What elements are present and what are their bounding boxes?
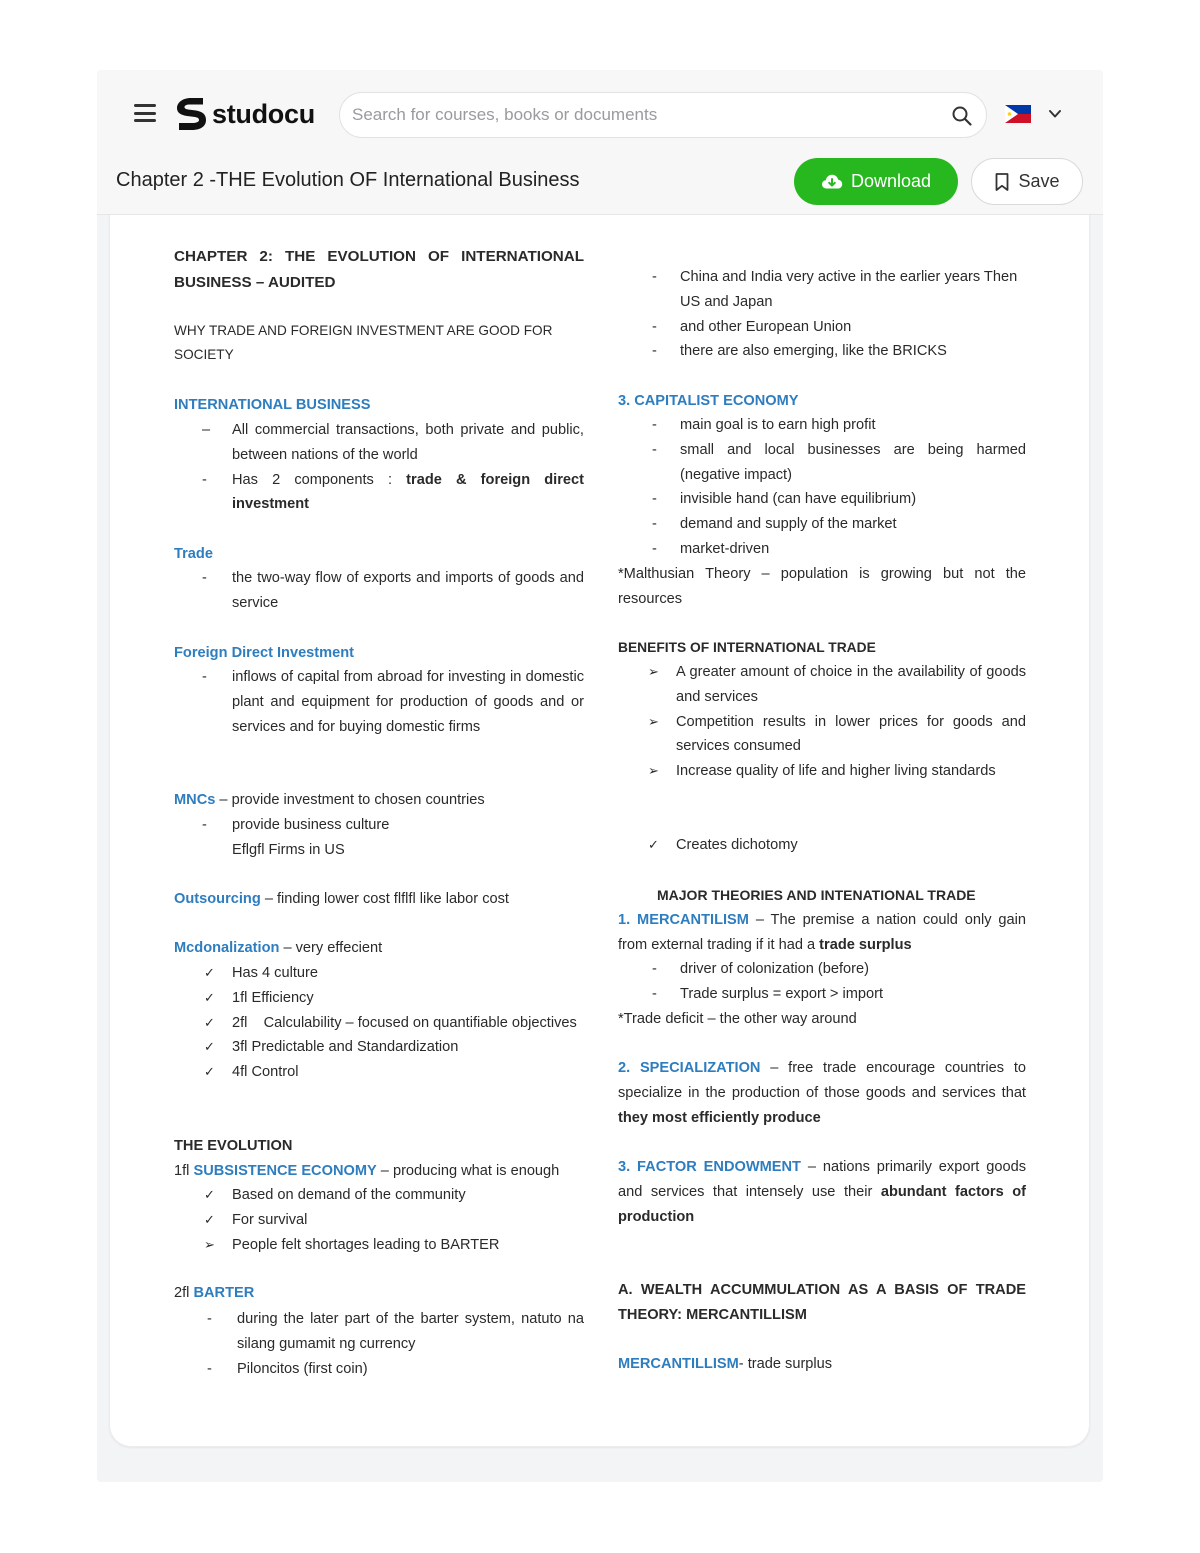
search-icon[interactable] [951, 105, 973, 127]
cloud-download-icon [821, 173, 843, 191]
countries-item-2: and other European Union [680, 318, 852, 335]
subsistence-item-3: People felt shortages leading to BARTER [232, 1236, 500, 1253]
barter-line [174, 1281, 254, 1306]
capitalist-item-4: demand and supply of the market [680, 516, 897, 533]
capitalist-list [618, 413, 1026, 562]
list-item: ➢ Increase quality of life and higher living standards [648, 763, 996, 780]
list-item: ✓ 2fl Calculability – focused on quantifiable objectives [204, 1014, 577, 1031]
search-bar[interactable] [339, 92, 987, 138]
hamburger-menu-icon[interactable] [134, 104, 156, 122]
subsistence-label: SUBSISTENCE ECONOMY [193, 1163, 377, 1179]
mcdonalization-line [174, 936, 382, 961]
countries-item-3: there are also emerging, like the BRICKS [680, 343, 947, 360]
mcd-item-4: 3fl Predictable and Standardization [232, 1039, 459, 1056]
mcd-item-3: 2fl Calculability – focused on quantifiable objectives [232, 1014, 577, 1031]
mcdonalization-list [174, 961, 588, 1085]
list-item: – All commercial transactions, both private and public, between nations of the world [202, 422, 584, 463]
specialization-label: 2. SPECIALIZATION [618, 1060, 761, 1076]
factor-endowment-label: 3. FACTOR ENDOWMENT [618, 1159, 801, 1175]
download-label: Download [850, 171, 932, 191]
mcd-item-1: Has 4 culture [232, 965, 318, 981]
benefits-heading: BENEFITS OF INTERNATIONAL TRADE [618, 640, 876, 655]
mercantilism-item-2: Trade surplus = export > import [680, 985, 884, 1002]
capitalist-heading: 3. CAPITALIST ECONOMY [618, 393, 799, 409]
outsourcing-label: Outsourcing [174, 891, 261, 907]
mercantilism-paragraph [618, 908, 1026, 958]
ib-amp: & [441, 471, 481, 488]
save-button[interactable] [971, 158, 1083, 205]
bookmark-icon [994, 172, 1010, 192]
mercantilism-bold: trade surplus [819, 936, 912, 953]
factor-endowment-text: – nations primarily export goods and services that intensely use their [618, 1159, 1026, 1200]
studocu-logo-icon [173, 96, 209, 132]
list-item: ✓ Creates dichotomy [648, 837, 798, 853]
document-title: Chapter 2 -THE Evolution OF International Business [116, 169, 580, 191]
ib-item-2: Has 2 components : [232, 471, 407, 488]
list-item: - driver of colonization (before) [652, 961, 869, 977]
benefit-item-1: A greater amount of choice in the availability of goods and services [676, 664, 1026, 705]
brand-name: studocu [212, 98, 315, 129]
capitalist-item-5: market-driven [680, 540, 770, 557]
mercantilism-label: 1. MERCANTILISM [618, 912, 749, 928]
why-trade-line-1: WHY TRADE AND FOREIGN INVESTMENT ARE GOOD FOR [174, 323, 553, 338]
list-item: - and other European Union [652, 318, 852, 335]
trade-list [174, 566, 584, 616]
subsistence-text: – producing what is enough [376, 1163, 560, 1179]
evolution-heading: THE EVOLUTION [174, 1138, 293, 1154]
list-item: ✓ Based on demand of the community [204, 1187, 466, 1203]
download-button[interactable] [794, 158, 958, 205]
mncs-label: MNCs [174, 792, 216, 808]
list-item: - main goal is to earn high profit [652, 417, 876, 433]
chapter-heading [174, 244, 584, 296]
ib-heading: INTERNATIONAL BUSINESS [174, 397, 371, 413]
barter-item-2: Piloncitos (first coin) [237, 1360, 368, 1377]
why-trade-line-2: SOCIETY [174, 347, 234, 362]
fdi-list [174, 665, 584, 739]
list-item: ✓ Has 4 culture [204, 965, 318, 981]
list-item: - invisible hand (can have equilibrium) [652, 491, 917, 508]
list-item: ✓ For survival [204, 1211, 308, 1228]
subsistence-item-1: Based on demand of the community [232, 1187, 466, 1203]
list-item: - market-driven [652, 540, 770, 557]
outsourcing-line [174, 887, 509, 912]
barter-list [174, 1307, 584, 1381]
list-item: - China and India very active in the earlier years Then US and Japan [652, 269, 1018, 310]
ib-trade: trade [406, 471, 442, 488]
list-item: - inflows of capital from abroad for investing in domestic plant and equipment for production of goods and or services and for buying domestic firms [202, 669, 584, 735]
list-item: - demand and supply of the market [652, 516, 897, 533]
countries-item-1: China and India very active in the earlier years Then US and Japan [680, 269, 1018, 310]
benefit-check-item: Creates dichotomy [676, 837, 798, 853]
specialization-text: – free trade encourage countries to specialize in the production of those goods and services that [618, 1060, 1026, 1101]
mercantillism-line [618, 1352, 832, 1377]
barter-label: BARTER [193, 1285, 255, 1301]
why-trade-heading [174, 319, 584, 367]
trade-deficit-note: *Trade deficit – the other way around [618, 1011, 857, 1027]
subsistence-list [174, 1183, 584, 1257]
mncs-line [174, 788, 485, 813]
barter-item-1: during the later part of the barter system, natuto na silang gumamit ng currency [237, 1311, 584, 1352]
trade-heading: Trade [174, 546, 213, 562]
mercantillism-label: MERCANTILLISM [618, 1356, 739, 1372]
mcd-item-2: 1fl Efficiency [232, 989, 314, 1006]
major-theories-heading: MAJOR THEORIES AND INTENATIONAL TRADE [657, 887, 976, 903]
list-item: ➢ People felt shortages leading to BARTER [204, 1236, 500, 1253]
trade-item: the two-way flow of exports and imports of goods and service [232, 570, 584, 611]
mercantilism-text: – The premise a nation could only gain from external trading if it had a [618, 912, 1026, 953]
ib-item-1: All commercial transactions, both private and public, between nations of the world [232, 422, 584, 463]
chapter-heading-line-1: CHAPTER 2: THE EVOLUTION OF INTERNATIONAL [174, 248, 584, 265]
wealth-heading: A. WEALTH ACCUMMULATION AS A BASIS OF TRADE THEORY: MERCANTILLISM [618, 1282, 1026, 1323]
list-item: - small and local businesses are being harmed (negative impact) [652, 441, 1026, 483]
subsistence-item-2: For survival [232, 1211, 308, 1228]
specialization-bold: they most efficiently produce [618, 1109, 821, 1126]
chevron-down-icon[interactable] [1047, 106, 1063, 122]
countries-list [618, 265, 1026, 364]
mncs-text: – provide investment to chosen countries [215, 792, 485, 808]
mncs-list [174, 813, 584, 863]
philippines-flag-icon[interactable] [1005, 105, 1031, 123]
capitalist-item-1: main goal is to earn high profit [680, 417, 876, 433]
fdi-item: inflows of capital from abroad for investing in domestic plant and equipment for production of goods and or services and for buying domestic firms [232, 669, 584, 735]
benefit-item-2: Competition results in lower prices for goods and services consumed [676, 713, 1026, 755]
list-item: - provide business culture [202, 817, 390, 833]
mercantillism-text: - trade surplus [738, 1356, 833, 1372]
studocu-logo[interactable] [173, 96, 315, 132]
list-item: - the two-way flow of exports and imports of goods and service [202, 570, 584, 611]
specialization-paragraph [618, 1056, 1026, 1130]
mcd-item-5: 4fl Control [232, 1064, 299, 1081]
factor-endowment-bold: abundant factors of production [618, 1183, 1026, 1225]
list-item: ➢ A greater amount of choice in the availability of goods and services [648, 664, 1026, 705]
search-input[interactable] [352, 101, 932, 129]
mcdonalization-label: Mcdonalization [174, 940, 280, 956]
mcdonalization-text: – very effecient [279, 940, 383, 956]
ib-list [174, 418, 584, 517]
list-item: - Piloncitos (first coin) [207, 1360, 368, 1377]
save-label: Save [1018, 171, 1060, 191]
mercantilism-list [618, 957, 1026, 1007]
malthusian-note: *Malthusian Theory – population is growing but not the resources [618, 566, 1026, 607]
list-item: - during the later part of the barter system, natuto na silang gumamit ng currency [207, 1311, 584, 1352]
ib-fdi: foreign direct investment [232, 471, 584, 513]
list-item: - Trade surplus = export > import [652, 985, 884, 1002]
subsistence-prefix: 1fl [174, 1163, 194, 1179]
chapter-heading-line-2: BUSINESS – AUDITED [174, 274, 336, 291]
fdi-heading: Foreign Direct Investment [174, 645, 355, 661]
barter-prefix: 2fl [174, 1285, 194, 1301]
capitalist-item-3: invisible hand (can have equilibrium) [680, 491, 917, 508]
mncs-subitem: Eflgfl Firms in US [232, 841, 345, 858]
list-item: ✓ 1fl Efficiency [204, 989, 314, 1006]
viewer-frame [97, 70, 1103, 1482]
subsistence-line [174, 1159, 559, 1184]
document-page [109, 215, 1090, 1447]
outsourcing-text: – finding lower cost flflfl like labor cost [260, 891, 509, 907]
mercantilism-item-1: driver of colonization (before) [680, 961, 869, 977]
list-item: ➢ Competition results in lower prices for goods and services consumed [648, 713, 1026, 755]
factor-endowment-paragraph [618, 1155, 1026, 1229]
list-item: - there are also emerging, like the BRICKS [652, 343, 947, 360]
mncs-item: provide business culture [232, 817, 390, 833]
capitalist-item-2: small and local businesses are being harmed (negative impact) [680, 441, 1026, 483]
list-item: - Has 2 components : trade & foreign direct investment [202, 471, 584, 513]
list-item: ✓ 4fl Control [204, 1064, 299, 1081]
benefit-item-3: Increase quality of life and higher living standards [676, 763, 996, 780]
benefits-check [618, 833, 1026, 858]
benefits-list [618, 660, 1026, 784]
top-bar [97, 70, 1103, 215]
list-item: ✓ 3fl Predictable and Standardization [204, 1039, 459, 1056]
